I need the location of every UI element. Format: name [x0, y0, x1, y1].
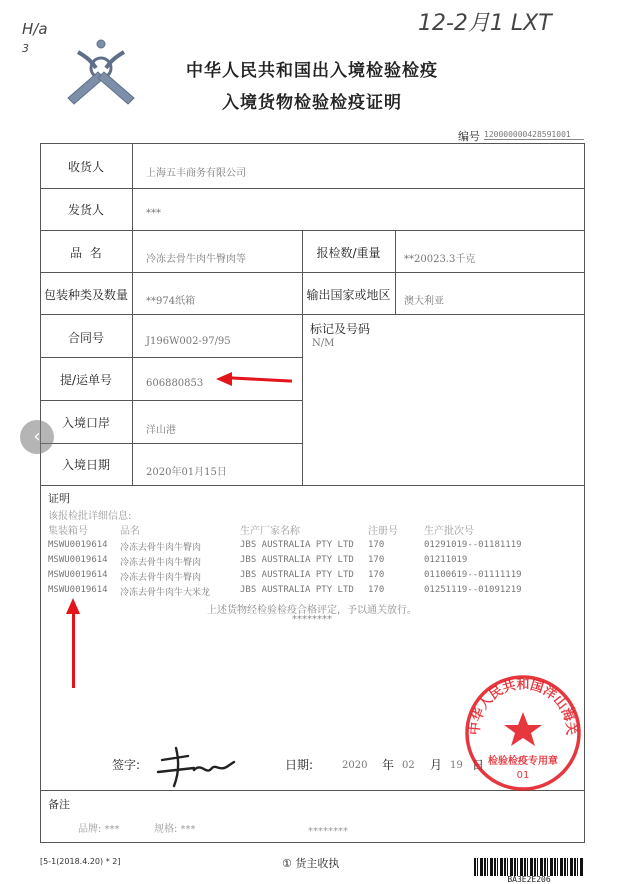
declared-quantity-label: 报检数/重量 [316, 246, 381, 260]
detail-manufacturer: JBS AUSTRALIA PTY LTD [240, 540, 354, 550]
document-title: 中华人民共和国出入境检验检疫 [186, 61, 438, 81]
declared-quantity-value: **20023.3千克 [404, 254, 476, 265]
certificate-intro: 该报检批详细信息: [48, 511, 132, 522]
detail-product: 冷冻去骨牛肉牛臀肉 [120, 573, 202, 583]
remarks-spec: 规格: *** [154, 824, 196, 835]
svg-text:中华人民共和国洋山海关: 中华人民共和国洋山海关 [467, 677, 579, 736]
sign-date-label: 日期: [285, 758, 314, 772]
chevron-left-icon: ‹ [33, 426, 41, 447]
detail-registration: 170 [368, 570, 385, 580]
detail-manufacturer: JBS AUSTRALIA PTY LTD [240, 570, 354, 580]
consignee-value: 上海五丰商务有限公司 [146, 168, 246, 179]
marks-label: 标记及号码 [310, 322, 371, 336]
sign-date-year-unit: 年 [382, 758, 395, 772]
column-header-registration: 注册号 [368, 526, 398, 537]
serial-number-value: 120000000428591001 [484, 130, 584, 140]
svg-text:01: 01 [516, 770, 530, 781]
detail-container: MSWU0019614 [48, 540, 108, 550]
bill-of-lading-label: 提/运单号 [59, 373, 113, 387]
column-header-product: 品名 [120, 526, 140, 537]
detail-product: 冷冻去骨牛肉牛臀肉 [120, 558, 202, 568]
sign-date-year: 2020 [342, 760, 368, 771]
detail-product: 冷冻去骨牛肉牛大米龙 [120, 588, 211, 598]
detail-manufacturer: JBS AUSTRALIA PTY LTD [240, 555, 354, 565]
detail-registration: 170 [368, 585, 385, 595]
marks-value: N/M [312, 338, 335, 349]
copy-label: ① 货主收执 [282, 857, 340, 870]
handwritten-note-top-left-2: 3 [22, 42, 29, 55]
goods-name-value: 冷冻去骨牛肉牛臀肉等 [146, 254, 246, 265]
previous-page-button[interactable] [20, 420, 54, 454]
barcode [474, 858, 584, 884]
conclusion-stars: ******** [292, 614, 332, 625]
official-stamp [462, 672, 584, 794]
packaging-value: **974纸箱 [146, 296, 196, 307]
detail-batch: 01100619--01111119 [424, 570, 522, 580]
consignee-label: 收货人 [67, 160, 104, 174]
detail-batch: 01211019 [424, 555, 468, 565]
contract-number-value: J196W002-97/95 [146, 336, 231, 347]
origin-country-value: 澳大利亚 [404, 296, 444, 307]
sign-date-month: 02 [402, 760, 415, 771]
detail-product: 冷冻去骨牛肉牛臀肉 [120, 543, 202, 553]
conclusion-text: 上述货物经检验检疫合格评定，予以通关放行。 [207, 605, 417, 616]
column-header-container: 集装箱号 [48, 526, 88, 537]
svg-text:检验检疫专用章: 检验检疫专用章 [488, 756, 558, 767]
contract-number-label: 合同号 [67, 331, 104, 345]
goods-name-label: 品 名 [70, 246, 102, 260]
column-header-batch: 生产批次号 [424, 526, 474, 537]
detail-registration: 170 [368, 540, 385, 550]
remarks-label: 备注 [48, 798, 70, 811]
signature-label: 签字: [112, 758, 141, 772]
remarks-brand: 品牌: *** [78, 824, 120, 835]
origin-country-label: 输出国家或地区 [306, 288, 391, 302]
barcode-text: BA3E2E206 [507, 875, 551, 884]
detail-container: MSWU0019614 [48, 555, 108, 565]
handwritten-note-top-right: 12-2月1 LXT [418, 11, 552, 36]
packaging-label: 包装种类及数量 [43, 288, 128, 302]
detail-container: MSWU0019614 [48, 585, 108, 595]
column-header-manufacturer: 生产厂家名称 [240, 526, 300, 537]
detail-manufacturer: JBS AUSTRALIA PTY LTD [240, 585, 354, 595]
entry-port-value: 洋山港 [146, 425, 176, 436]
consignor-label: 发货人 [67, 203, 104, 217]
form-code: [5-1(2018.4.20) * 2] [40, 857, 121, 866]
bill-of-lading-value: 606880853 [146, 378, 204, 389]
handwritten-signature [150, 742, 240, 788]
entry-date-label: 入境日期 [61, 458, 110, 472]
serial-number-label: 编号 [458, 130, 480, 143]
sign-date-day: 19 [450, 760, 463, 771]
detail-batch: 01291019--01181119 [424, 540, 522, 550]
remarks-stars: ******** [308, 826, 348, 837]
document-subtitle: 入境货物检验检疫证明 [222, 93, 402, 113]
sign-date-day-unit: 日 [472, 758, 485, 772]
handwritten-note-top-left: H/a [22, 20, 48, 38]
consignor-value: *** [146, 208, 161, 219]
detail-batch: 01251119--01091219 [424, 585, 522, 595]
entry-date-value: 2020年01月15日 [146, 467, 227, 478]
sign-date-month-unit: 月 [430, 758, 443, 772]
entry-port-label: 入境口岸 [61, 416, 110, 430]
certificate-label: 证明 [48, 492, 70, 505]
detail-registration: 170 [368, 555, 385, 565]
detail-container: MSWU0019614 [48, 570, 108, 580]
